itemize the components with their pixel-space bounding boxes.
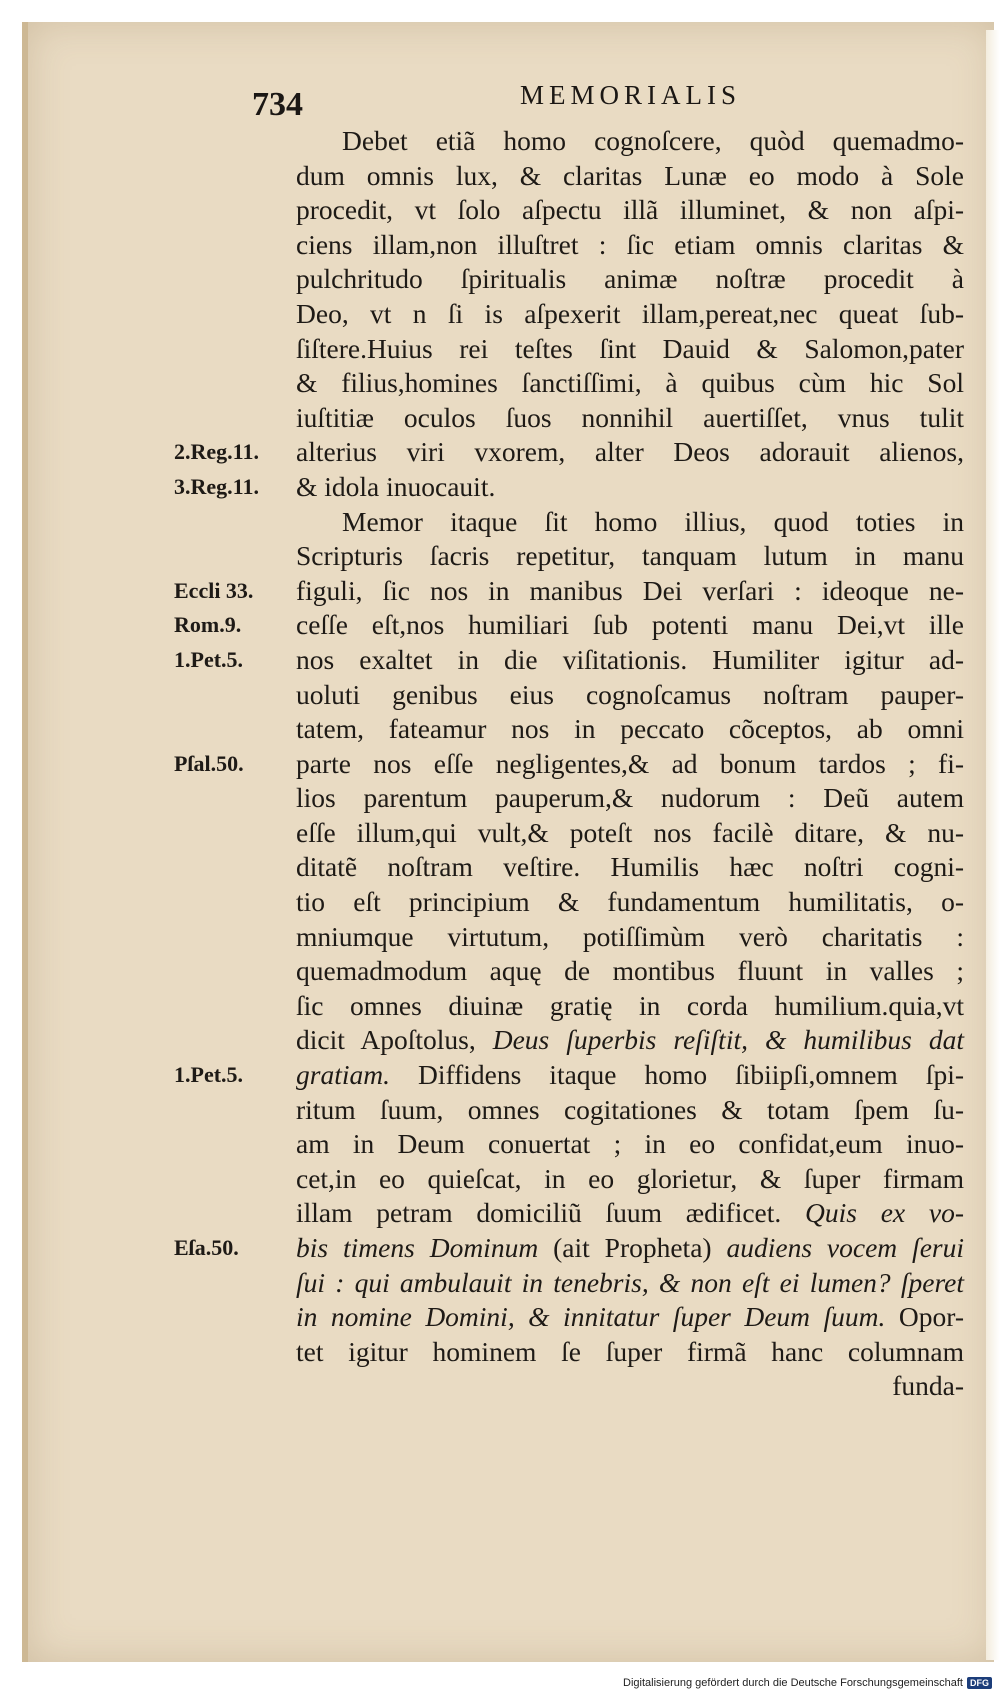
text-line: & filius,homines ſanctiſſimi, à quibus cùm hic Sol (296, 367, 964, 399)
page-number: 734 (252, 86, 303, 123)
text-line: & idola inuocauit. (296, 470, 496, 502)
text-line: dicit Apoſtolus, Deus ſuperbis reſiſtit, & humilibus dat (296, 1024, 964, 1056)
text-line: iuſtitiæ oculos ſuos nonnihil auertiſſet, vnus tulit (296, 401, 964, 433)
text-line: mniumque virtutum, potiſſimùm verò charitatis : (296, 920, 964, 952)
margin-reference: Eſa.50. (174, 1235, 239, 1261)
text-line: Debet etiã homo cognoſcere, quòd quemadmo- (342, 125, 964, 156)
text-line: Deo, vt n ſi is aſpexerit illam,pereat,nec queat ſub- (296, 297, 964, 329)
margin-reference: 2.Reg.11. (174, 439, 259, 465)
dfg-logo: DFG (967, 1677, 992, 1689)
text-line: Memor itaque ſit homo illius, quod toties in (342, 505, 964, 537)
text-line: parte nos eſſe negligentes,& ad bonum tardos ; fi- (296, 747, 964, 779)
text-line: cet,in eo quieſcat, in eo glorietur, & ſuper firmam (296, 1162, 964, 1194)
text-line: uoluti genibus eius cognoſcamus noſtram pauper- (296, 678, 964, 710)
text-line: ciens illam,non illuſtret : ſic etiam omnis claritas & (296, 228, 964, 260)
text-line: ritum ſuum, omnes cogitationes & totam ſpem ſu- (296, 1093, 964, 1125)
text-line: quemadmodum aquę de montibus fluunt in valles ; (296, 955, 964, 987)
text-line: pulchritudo ſpiritualis animæ noſtræ procedit à (296, 263, 964, 295)
text-line: figuli, ſic nos in manibus Dei verſari : ideoque ne- (296, 574, 964, 606)
text-line: gratiam. Diffidens itaque homo ſibiipſi,omnem ſpi- (296, 1059, 964, 1091)
text-line: dum omnis lux, & claritas Lunæ eo modo à Sole (296, 159, 964, 191)
text-line: ſiſtere.Huius rei teſtes ſint Dauid & Salomon,pater (296, 332, 964, 364)
text-line: eſſe illum,qui vult,& poteſt nos facilè ditare, & nu- (296, 816, 964, 848)
text-line: in nomine Domini, & innitatur ſuper Deum ſuum. Opor- (296, 1301, 965, 1333)
text-line: ditatẽ noſtram veſtire. Humilis hæc noſtri cogni- (296, 851, 964, 883)
text-line: funda- (892, 1370, 964, 1402)
body-text (296, 124, 964, 1404)
margin-reference: Rom.9. (174, 612, 242, 638)
footer-credit (623, 1677, 992, 1689)
text-line: ſic omnes diuinæ gratię in corda humilium.quia,vt (296, 989, 964, 1021)
text-line: am in Deum conuertat ; in eo confidat,eum inuo- (296, 1128, 964, 1160)
text-line: nos exaltet in die viſitationis. Humiliter igitur ad- (296, 643, 964, 675)
text-line: lios parentum pauperum,& nudorum : Deũ autem (296, 782, 964, 814)
text-line: ceſſe eſt,nos humiliari ſub potenti manu Dei,vt ille (296, 609, 964, 641)
text-line: procedit, vt ſolo aſpectu illã illuminet, & non aſpi- (296, 194, 964, 226)
text-line: tio eſt principium & fundamentum humilitatis, o- (296, 886, 964, 918)
text-line: alterius viri vxorem, alter Deos adorauit alienos, (296, 436, 964, 468)
margin-reference: 1.Pet.5. (174, 1062, 244, 1088)
text-line: Scripturis ſacris repetitur, tanquam lutum in manu (296, 540, 964, 572)
margin-reference: 3.Reg.11. (174, 474, 259, 499)
text-line: tet igitur hominem ſe ſuper firmã hanc columnam (296, 1335, 964, 1367)
margin-reference: Eccli 33. (174, 577, 254, 603)
page-edge (986, 30, 1000, 1660)
text-line: illam petram domiciliũ ſuum ædificet. Quis ex vo- (296, 1197, 964, 1229)
text-line: tatem, fateamur nos in peccato cõceptos, ab omni (296, 713, 964, 745)
text-line: ſui : qui ambulauit in tenebris, & non eſt ei lumen? ſperet (296, 1266, 964, 1298)
credit-text: Digitalisierung gefördert durch die Deutsche Forschungsgemeinschaft (623, 1677, 963, 1689)
margin-reference: 1.Pet.5. (174, 647, 244, 672)
text-line: bis timens Dominum (ait Propheta) audiens vocem ſerui (296, 1232, 964, 1263)
margin-reference: Pſal.50. (174, 750, 244, 776)
running-title: MEMORIALIS (520, 80, 742, 110)
